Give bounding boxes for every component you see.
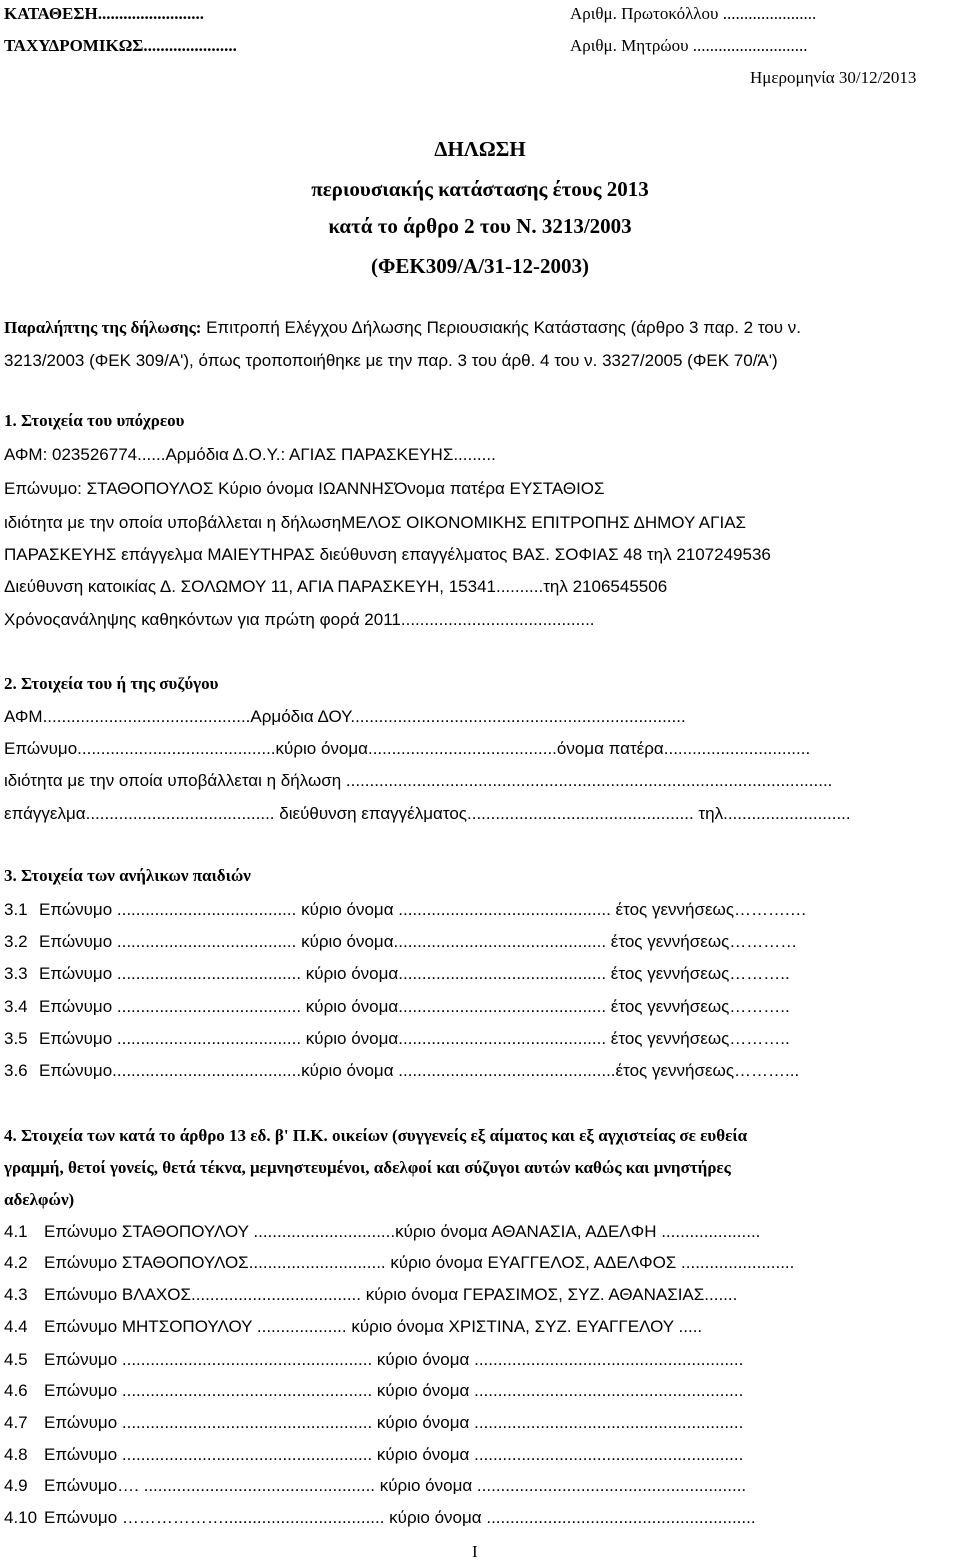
- child-row: [4, 932, 956, 952]
- relative-text: Επώνυμο ..................................................... κύριο όνομα .........................................................: [44, 1445, 744, 1464]
- child-row: [4, 1061, 956, 1081]
- child-text: Επώνυμο........................................κύριο όνομα ..............................................έτος γεννήσεως………...: [39, 1061, 800, 1080]
- child-number: 3.2: [4, 932, 28, 951]
- relative-text: Επώνυμο ..................................................... κύριο όνομα .........................................................: [44, 1350, 744, 1369]
- relative-row: [4, 1381, 956, 1401]
- section1-afm: ΑΦΜ: 023526774......Αρμόδια Δ.Ο.Υ.: ΑΓΙΑΣ ΠΑΡΑΣΚΕΥΗΣ.........: [4, 445, 496, 464]
- section2-name: Επώνυμο..........................................κύριο όνομα........................................όνομα πατέρα...............................: [4, 739, 811, 758]
- recipient-line-1: [4, 318, 956, 338]
- relative-number: 4.9: [4, 1476, 28, 1495]
- relative-number: 4.2: [4, 1253, 28, 1272]
- relative-text: Επώνυμο ……………….................................. κύριο όνομα .........................................................: [44, 1508, 756, 1527]
- page-number: I: [472, 1542, 478, 1561]
- child-text: Επώνυμο ...................................... κύριο όνομα ............................................. έτος γεννήσεως……….…: [39, 900, 807, 919]
- child-text: Επώνυμο ...................................... κύριο όνομα............................................. έτος γεννήσεως…………: [39, 932, 798, 951]
- section1-xronos: Χρόνοςανάληψης καθηκόντων για πρώτη φορά 2011.........................................: [4, 610, 595, 629]
- recipient-line-2: 3213/2003 (ΦΕΚ 309/Α'), όπως τροποποιήθηκε με την παρ. 3 του άρθ. 4 του ν. 3327/2005 (ΦΕΚ 70/Ά'): [4, 351, 778, 370]
- relative-row: [4, 1445, 956, 1465]
- relative-row: [4, 1285, 956, 1305]
- child-row: [4, 900, 956, 920]
- relative-row: [4, 1253, 956, 1273]
- section1-idiotita: ιδιότητα με την οποία υποβάλλεται η δήλωσηΜΕΛΟΣ ΟΙΚΟΝΟΜΙΚΗΣ ΕΠΙΤΡΟΠΗΣ ΔΗΜΟΥ ΑΓΙΑΣ: [4, 513, 747, 532]
- section4-heading-2: γραμμή, θετοί γονείς, θετά τέκνα, μεμνηστευμένοι, αδελφοί και σύζυγοι αυτών καθώς και μνηστήρες: [4, 1158, 731, 1177]
- section2-epaggelma: επάγγελμα........................................ διεύθυνση επαγγέλματος................................................ τηλ...........................: [4, 804, 851, 823]
- section1-name: Επώνυμο: ΣΤΑΘΟΠΟΥΛΟΣ Κύριο όνομα ΙΩΑΝΝΗΣΌνομα πατέρα ΕΥΣΤΑΘΙΟΣ: [4, 479, 605, 498]
- relative-row: [4, 1413, 956, 1433]
- document-subtitle-2: κατά το άρθρο 2 του Ν. 3213/2003: [328, 214, 632, 238]
- relative-text: Επώνυμο ΒΛΑΧΟΣ.................................... κύριο όνομα ΓΕΡΑΣΙΜΟΣ, ΣΥΖ. ΑΘΑΝΑΣΙΑΣ.......: [44, 1285, 738, 1304]
- child-number: 3.5: [4, 1029, 28, 1048]
- child-text: Επώνυμο ....................................... κύριο όνομα............................................ έτος γεννήσεως………..: [39, 1029, 790, 1048]
- child-number: 3.4: [4, 997, 28, 1016]
- relative-text: Επώνυμο ΜΗΤΣΟΠΟΥΛΟΥ ................... κύριο όνομα ΧΡΙΣΤΙΝΑ, ΣΥΖ. ΕΥΑΓΓΕΛΟΥ .....: [44, 1317, 703, 1336]
- relative-row: [4, 1508, 956, 1528]
- katathesi-label: ΚΑΤΑΘΕΣΗ.........................: [4, 4, 204, 23]
- section1-epaggelma: ΠΑΡΑΣΚΕΥΗΣ επάγγελμα ΜΑΙΕΥΤΗΡΑΣ διεύθυνση επαγγέλματος ΒΑΣ. ΣΟΦΙΑΣ 48 τηλ 2107249536: [4, 545, 771, 564]
- relative-text: Επώνυμο…. ................................................. κύριο όνομα .........................................................: [44, 1476, 747, 1495]
- section2-afm: ΑΦΜ............................................Αρμόδια ΔΟΥ.......................................................................: [4, 707, 686, 726]
- relative-text: Επώνυμο ΣΤΑΘΟΠΟΥΛΟΥ ..............................κύριο όνομα ΑΘΑΝΑΣΙΑ, ΑΔΕΛΦΗ .....................: [44, 1222, 761, 1241]
- relative-text: Επώνυμο ΣΤΑΘΟΠΟΥΛΟΣ............................. κύριο όνομα ΕΥΑΓΓΕΛΟΣ, ΑΔΕΛΦΟΣ ........................: [44, 1253, 795, 1272]
- child-number: 3.1: [4, 900, 28, 919]
- relative-number: 4.8: [4, 1445, 28, 1464]
- section4-heading-3: αδελφών): [4, 1190, 75, 1209]
- document-subtitle-1: περιουσιακής κατάστασης έτους 2013: [311, 177, 649, 201]
- taxydromikos-label: ΤΑΧΥΔΡΟΜΙΚΩΣ......................: [4, 36, 237, 55]
- relative-row: [4, 1350, 956, 1370]
- relative-text: Επώνυμο ..................................................... κύριο όνομα .........................................................: [44, 1413, 744, 1432]
- recipient-label: Παραλήπτης της δήλωσης:: [4, 318, 202, 337]
- relative-number: 4.6: [4, 1381, 28, 1400]
- relative-number: 4.7: [4, 1413, 28, 1432]
- child-number: 3.6: [4, 1061, 28, 1080]
- section3-heading: 3. Στοιχεία των ανήλικων παιδιών: [4, 866, 251, 885]
- protocol-number-label: Αριθμ. Πρωτοκόλλου ......................: [570, 4, 817, 23]
- recipient-text-1: Επιτροπή Ελέγχου Δήλωσης Περιουσιακής Κατάστασης (άρθρο 3 παρ. 2 του ν.: [201, 318, 801, 337]
- child-text: Επώνυμο ....................................... κύριο όνομα............................................ έτος γεννήσεως………..: [39, 997, 790, 1016]
- relative-number: 4.5: [4, 1350, 28, 1369]
- registry-number-label: Αριθμ. Μητρώου ...........................: [570, 36, 808, 55]
- section2-idiotita: ιδιότητα με την οποία υποβάλλεται η δήλωση .......................................................................................................: [4, 771, 833, 790]
- relative-row: [4, 1476, 956, 1496]
- relative-number: 4.4: [4, 1317, 28, 1336]
- child-row: [4, 997, 956, 1017]
- child-row: [4, 964, 956, 984]
- relative-row: [4, 1222, 956, 1242]
- relative-text: Επώνυμο ..................................................... κύριο όνομα .........................................................: [44, 1381, 744, 1400]
- document-subtitle-3: (ΦΕΚ309/Α/31-12-2003): [370, 254, 590, 278]
- relative-row: [4, 1317, 956, 1337]
- section1-heading: 1. Στοιχεία του υπόχρεου: [4, 411, 185, 430]
- child-text: Επώνυμο ....................................... κύριο όνομα............................................ έτος γεννήσεως………..: [39, 964, 790, 983]
- relative-number: 4.3: [4, 1285, 28, 1304]
- section1-katoikia: Διεύθυνση κατοικίας Δ. ΣΟΛΩΜΟΥ 11, ΑΓΙΑ ΠΑΡΑΣΚΕΥΗ, 15341..........τηλ 2106545506: [4, 577, 668, 596]
- date-label: Ημερομηνία 30/12/2013: [750, 68, 917, 87]
- relative-number: 4.10: [4, 1508, 38, 1527]
- child-row: [4, 1029, 956, 1049]
- document-title: ΔΗΛΩΣΗ: [434, 137, 526, 161]
- relative-number: 4.1: [4, 1222, 28, 1241]
- section4-heading-1: 4. Στοιχεία των κατά το άρθρο 13 εδ. β' Π.Κ. οικείων (συγγενείς εξ αίματος και εξ αγχιστείας σε ευθεία: [4, 1126, 748, 1145]
- child-number: 3.3: [4, 964, 28, 983]
- section2-heading: 2. Στοιχεία του ή της συζύγου: [4, 674, 219, 693]
